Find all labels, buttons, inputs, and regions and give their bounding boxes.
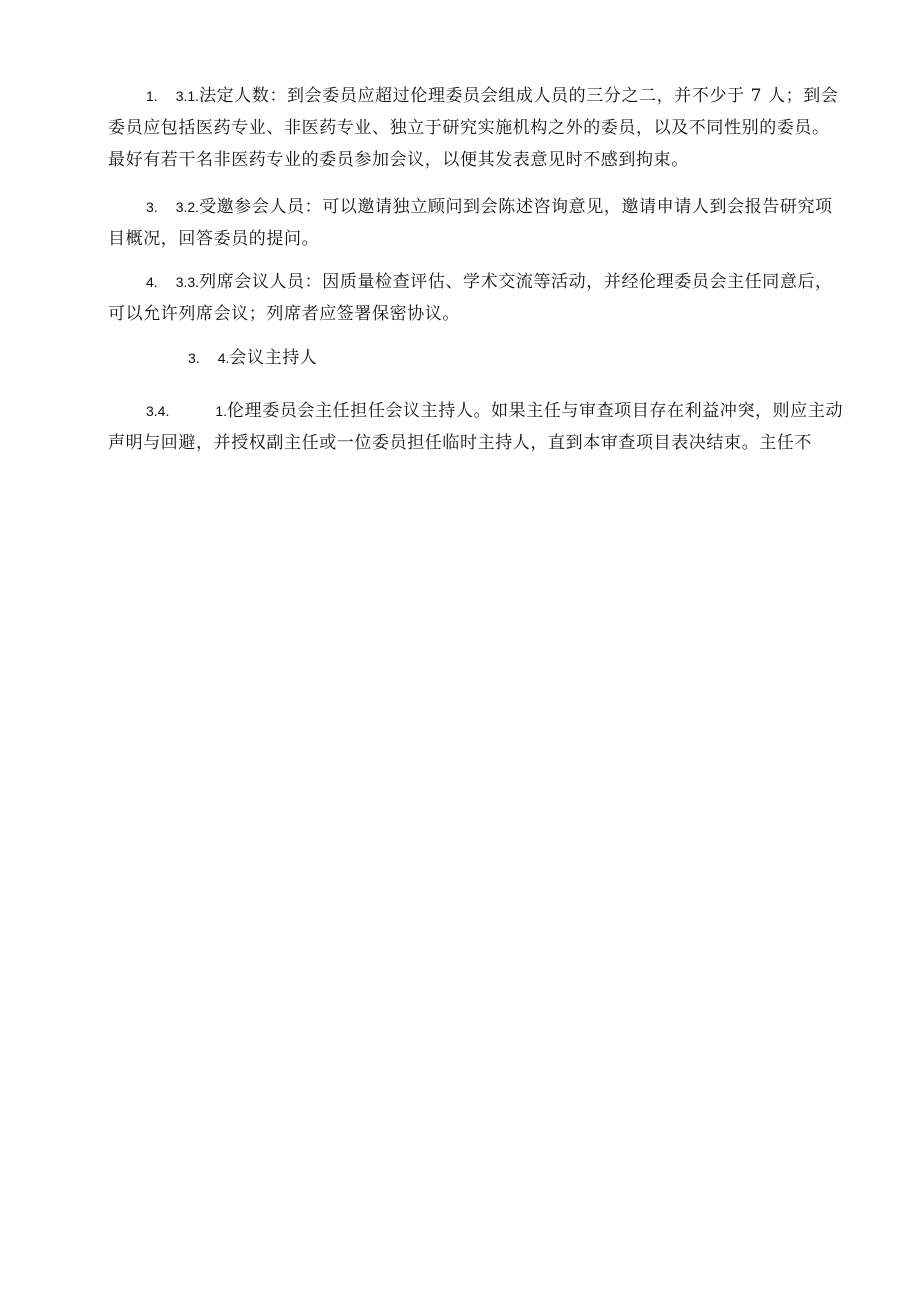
- paragraph-text: 受邀参会人员：可以邀请独立顾问到会陈述咨询意见，邀请申请人到会报告研究项目概况，回答委员的提问。: [108, 197, 833, 249]
- list-number: 1.: [215, 403, 228, 419]
- section-number: 3.1.: [175, 88, 200, 104]
- paragraph-text: 法定人数：到会委员应超过伦理委员会组成人员的三分之二，并不少于 7 人；到会委员应包括医药专业、非医药专业、独立于研究实施机构之外的委员，以及不同性别的委员。最好有若干名非医药专业的委员参加会议，以便其发表意见时不感到拘束。: [108, 86, 839, 170]
- heading-text: 会议主持人: [229, 348, 318, 368]
- paragraph-3-2: [108, 191, 844, 255]
- section-number: 3.4.: [146, 403, 170, 419]
- paragraph-3-4-1: [108, 395, 844, 459]
- paragraph-3-1: [108, 80, 844, 176]
- section-number: 3.3.: [175, 274, 200, 290]
- paragraph-3-3: [108, 266, 844, 330]
- section-number: 3.2.: [175, 199, 200, 215]
- section-heading-3-4: [188, 342, 317, 374]
- paragraph-text: 伦理委员会主任担任会议主持人。如果主任与审查项目存在利益冲突，则应主动声明与回避，并授权副主任或一位委员担任临时主持人，直到本审查项目表决结束。主任不: [108, 401, 844, 453]
- list-number: 4.: [146, 274, 158, 290]
- paragraph-text: 列席会议人员：因质量检查评估、学术交流等活动，并经伦理委员会主任同意后，可以允许列席会议；列席者应签署保密协议。: [108, 272, 833, 324]
- list-number: 3.: [188, 350, 200, 366]
- list-number: 1.: [146, 88, 158, 104]
- section-number: 4.: [217, 350, 230, 366]
- list-number: 3.: [146, 199, 158, 215]
